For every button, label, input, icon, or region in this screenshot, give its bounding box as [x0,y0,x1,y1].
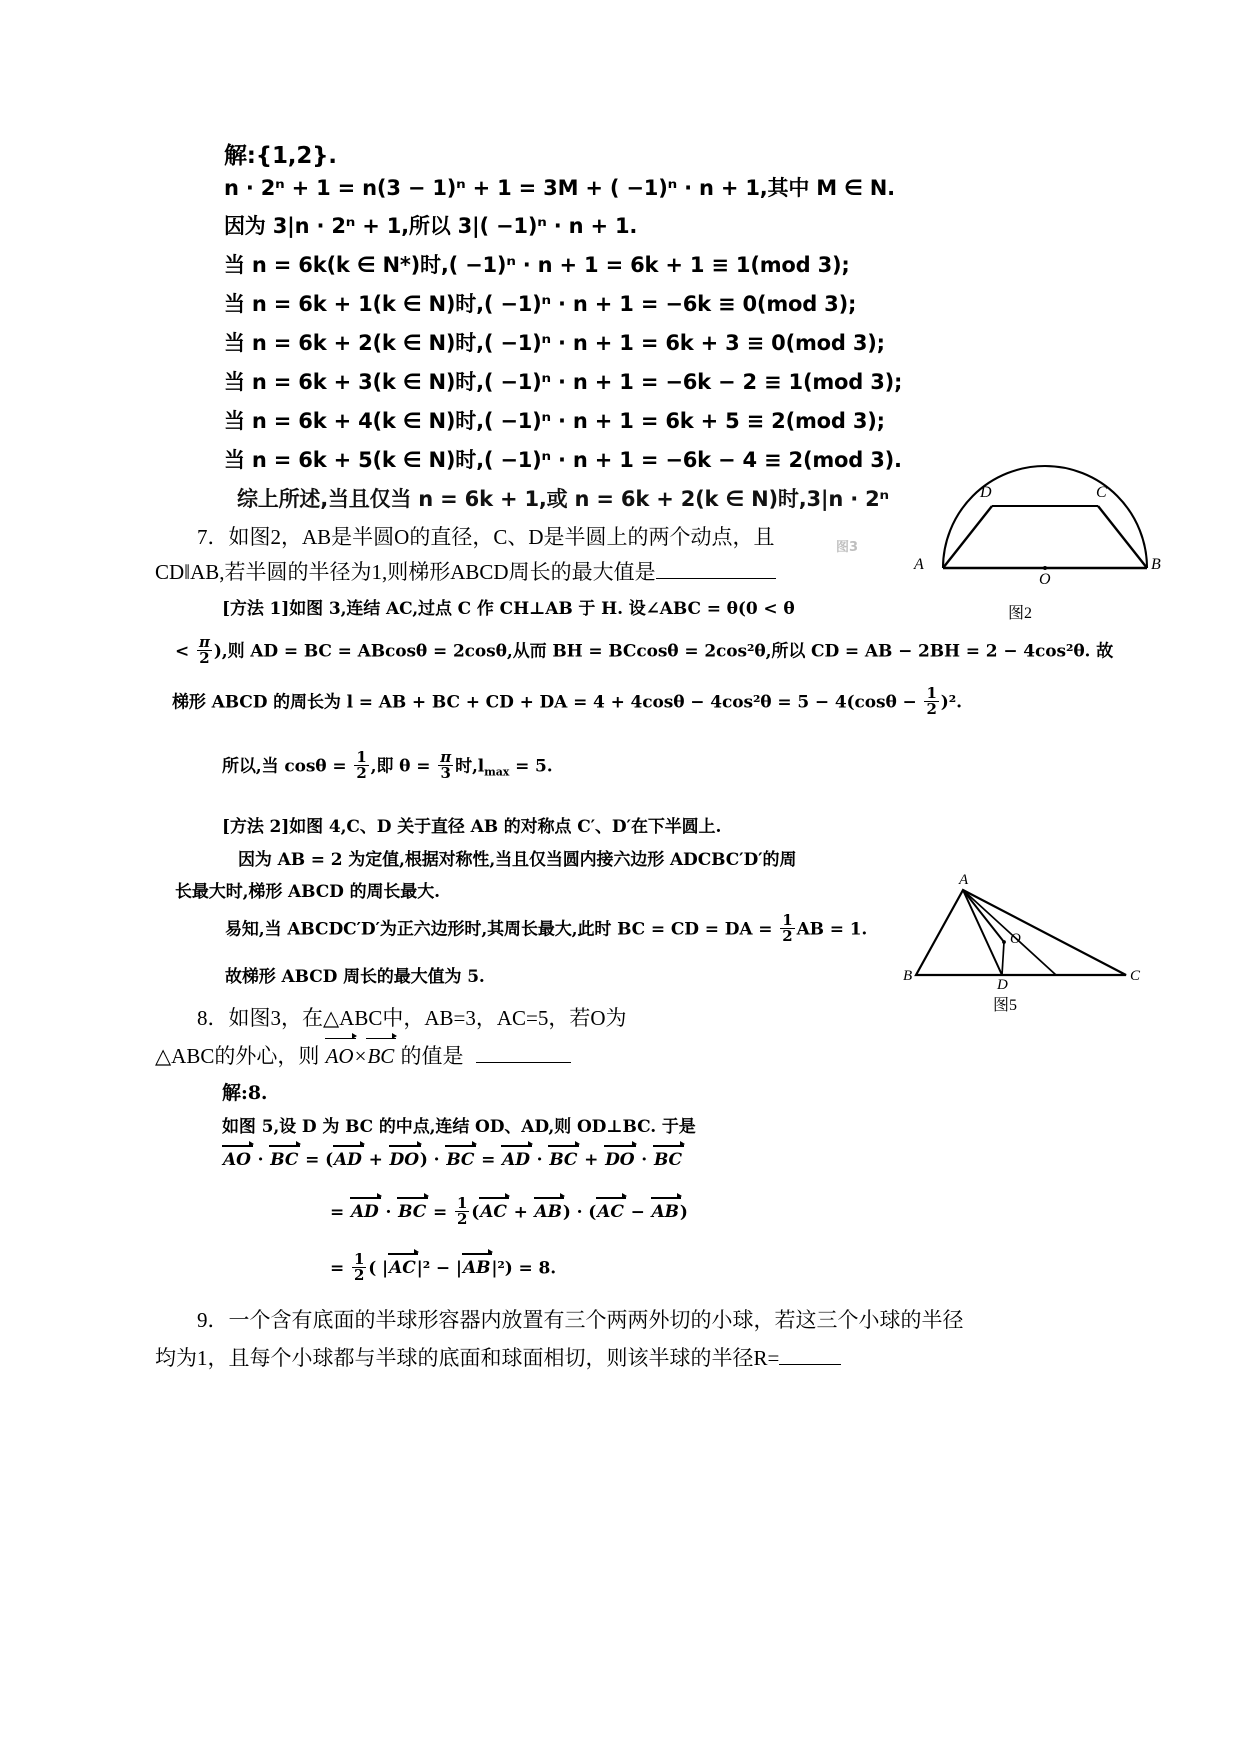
figure2-label-D: D [980,484,992,501]
problem7-method2-line4: 易知,当 ABCDC′D′为正六边形时,其周长最大,此时 BC = CD = DA = $\frac{1}{2}$ AB = 1. [225,911,868,946]
fraction-one-half-5: $\frac{1}{2}$ [353,1250,365,1285]
problem6-line-1: n · 2ⁿ + 1 = n(3 − 1)ⁿ + 1 = 3M + ( −1)ⁿ · n + 1,其中 M ∈ N. [224,176,895,200]
times-symbol: × [354,1044,367,1068]
vector-AC-1: AC [480,1202,507,1223]
problem8-solution-line1: 如图 5,设 D 为 BC 的中点,连结 OD、AD,则 OD⊥BC. 于是 [222,1117,696,1137]
vector-AB-1: AB [534,1202,562,1223]
segment-OD [1002,942,1004,975]
vector-AB-2: AB [651,1202,679,1223]
problem9-answer-blank[interactable] [779,1343,841,1365]
center-point-O [1043,566,1047,570]
figure5-label-B: B [903,968,913,984]
vector-AC-2: AC [597,1202,624,1223]
figure2-label-A: A [914,556,924,573]
vector-AD-1: AD [334,1150,362,1170]
figure5-caption: 图5 [992,997,1017,1014]
problem7-method1-line4: 所以,当 cosθ = $\frac{1}{2}$ ,即 θ = $\frac{\pi}{3}$ 时$,l_{max} = 5$. [222,748,553,783]
problem8-solution-head: 解:8. [222,1082,268,1104]
figure2-label-O: O [1039,571,1051,588]
vector-BC: BC [367,1044,395,1068]
figure2-label-C: C [1096,484,1107,501]
figure2-label-B: B [1151,556,1161,573]
vector-DO-1: DO [389,1150,419,1170]
segment-AD [943,506,992,568]
fraction-pi-over-2: $\frac{\pi}{2}$ [198,633,210,668]
fraction-one-half-3: $\frac{1}{2}$ [782,911,793,946]
problem7-method2-line3: 长最大时,梯形 ABCD 的周长最大. [175,882,440,902]
vector-AC-3: AC [389,1258,416,1279]
figure5-label-C: C [1130,968,1141,984]
fraction-pi-over-3: $\frac{\pi}{3}$ [440,748,452,783]
figure5-label-D: D [997,977,1008,993]
problem7-method1-line1: [方法 1]如图 3,连结 AC,过点 C 作 CH⊥AB 于 H. 设∠ABC = θ(0 < θ [222,599,795,619]
problem7-statement-line1: 7．如图2，AB是半圆O的直径，C、D是半圆上的两个动点，且 [197,525,775,549]
problem6-line-8: 当 n = 6k + 5(k ∈ N)时,( −1)ⁿ · n + 1 = −6k − 4 ≡ 2(mod 3). [224,448,902,472]
problem8-solution-line3: = AD · BC = $\frac{1}{2}$ (AC + AB) · (AC − AB) [330,1194,688,1229]
problem9-statement-line1: 9．一个含有底面的半球形容器内放置有三个两两外切的小球，若这三个小球的半径 [197,1308,964,1332]
problem6-line-5: 当 n = 6k + 2(k ∈ N)时,( −1)ⁿ · n + 1 = 6k + 3 ≡ 0(mod 3); [224,331,885,355]
triangle-ABC [916,890,1126,975]
circumcenter-point-O [1002,940,1006,944]
fraction-one-half: $\frac{1}{2}$ [926,684,937,719]
problem6-line-4: 当 n = 6k + 1(k ∈ N)时,( −1)ⁿ · n + 1 = −6k ≡ 0(mod 3); [224,292,857,316]
problem6-line-6: 当 n = 6k + 3(k ∈ N)时,( −1)ⁿ · n + 1 = −6k − 2 ≡ 1(mod 3); [224,370,903,394]
problem6-conclusion-line: 综上所述,当且仅当 n = 6k + 1,或 n = 6k + 2(k ∈ N)时,3|n · 2ⁿ [237,487,889,511]
problem8-answer-blank[interactable] [476,1041,571,1063]
figure-triangle-circumcenter [903,872,1156,1000]
semicircle-arc [943,466,1147,568]
problem8-statement-line2: △ABC的外心，则 AO×BC 的值是 [155,1040,571,1070]
problem7-method1-line3: 梯形 ABCD 的周长为 l = AB + BC + CD + DA = 4 + 4cosθ − 4cos²θ = 5 − 4(cosθ − $\frac{1}{2}$ )². [172,684,962,719]
vector-BC-4: BC [549,1150,578,1170]
problem6-line-3: 当 n = 6k(k ∈ N*)时,( −1)ⁿ · n + 1 = 6k + 1 ≡ 1(mod 3); [224,253,850,277]
vector-DO-2: DO [605,1150,635,1170]
triangle-diagram-svg [906,880,1156,1000]
problem7-statement-line2: CD‖AB,若半圆的半径为1,则梯形ABCD周长的最大值是 [155,556,776,586]
problem6-line-7: 当 n = 6k + 4(k ∈ N)时,( −1)ⁿ · n + 1 = 6k + 5 ≡ 2(mod 3); [224,409,885,433]
vector-AO-2: AO [223,1150,251,1170]
problem7-method2-line2: 因为 AB = 2 为定值,根据对称性,当且仅当圆内接六边形 ADCBC′D′的周 [238,850,797,870]
figure2-caption: 图2 [1007,605,1032,622]
segment-CB [1098,506,1147,568]
fraction-one-half-2: $\frac{1}{2}$ [356,748,367,783]
vector-BC-3: BC [446,1150,475,1170]
figure3-ghost-caption: 图3 [836,540,859,555]
problem6-line-2: 因为 3|n · 2ⁿ + 1,所以 3|( −1)ⁿ · n + 1. [224,214,638,238]
vector-AO: AO [325,1044,354,1068]
figure5-label-O: O [1010,931,1021,947]
problem9-statement-line2: 均为1，且每个小球都与半球的底面和球面相切，则该半球的半径R= [155,1342,841,1372]
problem7-method2-line1: [方法 2]如图 4,C、D 关于直径 AB 的对称点 C′、D′在下半圆上. [222,817,722,837]
vector-AD-3: AD [350,1202,379,1223]
problem7-method2-line5: 故梯形 ABCD 周长的最大值为 5. [225,967,485,987]
problem8-solution-line4: = $\frac{1}{2}$ ( |AC|² − |AB|²) = 8. [330,1250,557,1285]
figure5-label-A: A [959,872,969,888]
figure-semicircle-trapezoid [914,460,1168,590]
vector-BC-2: BC [270,1150,299,1170]
vector-AB-3: AB [462,1258,491,1279]
problem6-answer-line: 解:{1,2}. [224,143,337,169]
vector-BC-5: BC [653,1150,682,1170]
vector-AD-2: AD [502,1150,530,1170]
problem8-solution-line2: AO · BC = (AD + DO) · BC = AD · BC + DO · BC [223,1150,682,1170]
vector-BC-6: BC [398,1202,427,1223]
problem7-answer-blank[interactable] [656,557,776,579]
problem7-method1-line2: < $\frac{\pi}{2}$ ),则 AD = BC = ABcosθ = 2cosθ,从而 BH = BCcosθ = 2cos²θ,所以 CD = AB − 2BH = 2 − 4cos²θ. 故 [175,633,1114,668]
problem8-statement-line1: 8．如图3，在△ABC中，AB=3，AC=5，若O为 [197,1006,627,1030]
fraction-one-half-4: $\frac{1}{2}$ [456,1194,468,1229]
